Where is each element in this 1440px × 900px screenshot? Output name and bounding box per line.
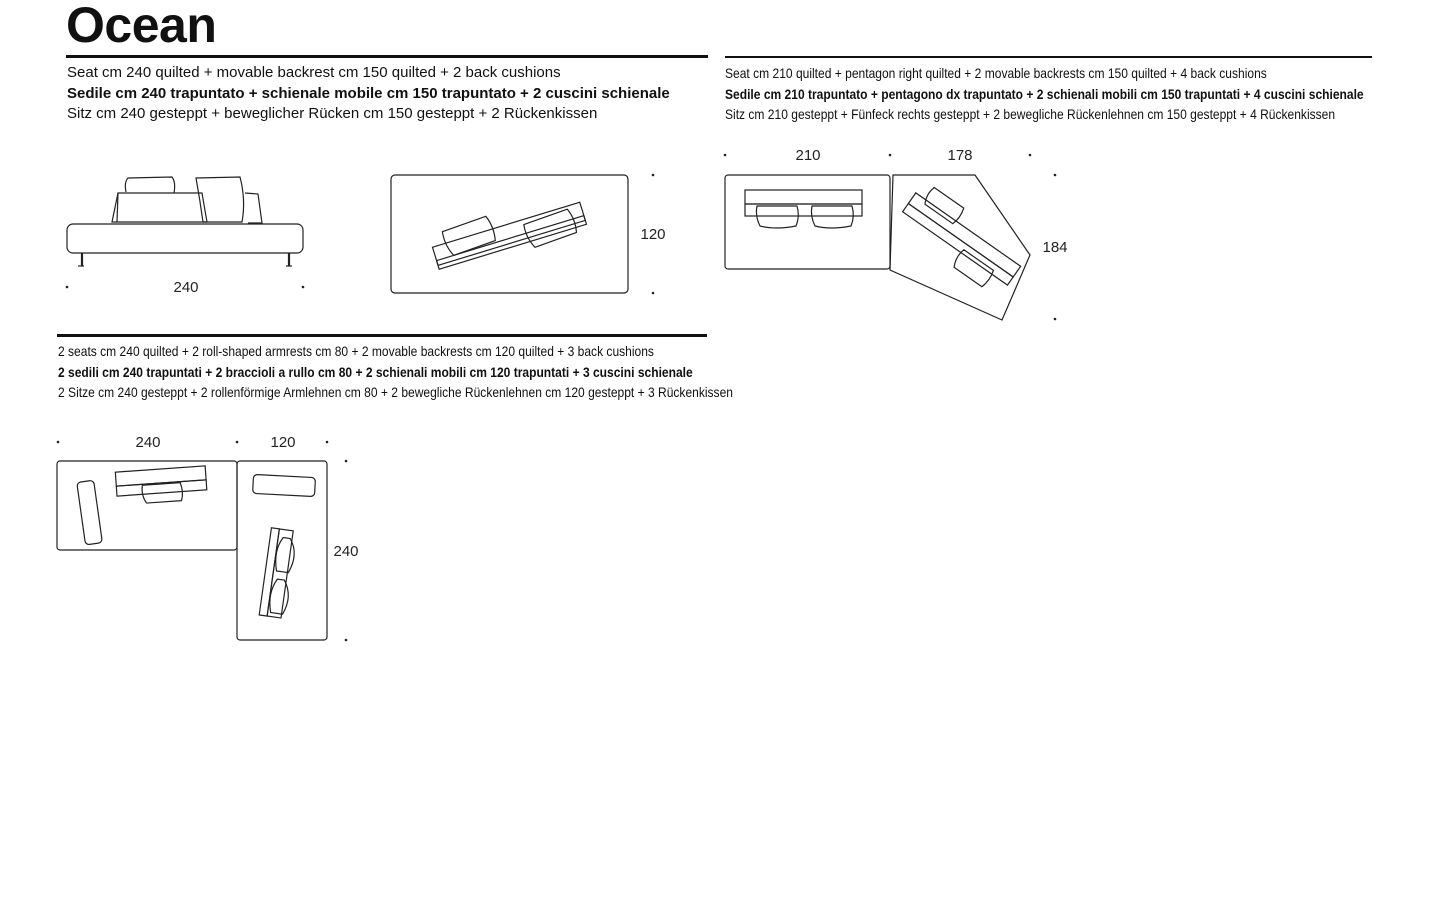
dimension-label-pentagon: 178 xyxy=(947,147,973,164)
dimension-label-depth: 120 xyxy=(640,226,666,243)
dimension-label-width: 240 xyxy=(173,279,199,296)
dimension-label-seat: 240 xyxy=(135,434,161,451)
dimension-label-width: 120 xyxy=(270,434,296,451)
description-english: Seat cm 210 quilted + pentagon right quilted + 2 movable backrests cm 150 quilted + 4 back cushions xyxy=(725,65,1267,81)
description-italian: Sedile cm 210 trapuntato + pentagono dx trapuntato + 2 schienali mobili cm 150 trapuntati + 4 cuscini schienale xyxy=(725,85,1364,102)
composition-3-plan-view xyxy=(57,434,359,641)
dimension-label-depth: 184 xyxy=(1042,239,1068,256)
description-german: Sitz cm 210 gesteppt + Fünfeck rechts gesteppt + 2 bewegliche Rückenlehnen cm 150 gesteppt + 4 Rückenkissen xyxy=(725,106,1336,122)
description-german: 2 Sitze cm 240 gesteppt + 2 rollenförmige Armlehnen cm 80 + 2 bewegliche Rückenlehnen cm 120 gesteppt + 3 Rückenkissen xyxy=(58,384,733,400)
composition-2-plan-view xyxy=(724,147,1068,320)
description-italian: Sedile cm 240 trapuntato + schienale mobile cm 150 trapuntato + 2 cuscini schienale xyxy=(67,84,670,102)
description-german: Sitz cm 240 gesteppt + beweglicher Rücken cm 150 gesteppt + 2 Rückenkissen xyxy=(67,105,598,122)
description-italian: 2 sedili cm 240 trapuntati + 2 braccioli a rullo cm 80 + 2 schienali mobili cm 120 trapuntati + 3 cuscini schienale xyxy=(58,363,693,380)
composition-1-front-view xyxy=(66,177,305,296)
description-english: 2 seats cm 240 quilted + 2 roll-shaped armrests cm 80 + 2 movable backrests cm 120 quilted + 3 back cushions xyxy=(58,343,654,359)
description-english: Seat cm 240 quilted + movable backrest cm 150 quilted + 2 back cushions xyxy=(67,64,561,81)
page-title: Ocean xyxy=(66,0,217,53)
dimension-label-length: 240 xyxy=(333,543,359,560)
dimension-label-seat: 210 xyxy=(795,147,821,164)
composition-1-plan-view xyxy=(391,174,666,295)
